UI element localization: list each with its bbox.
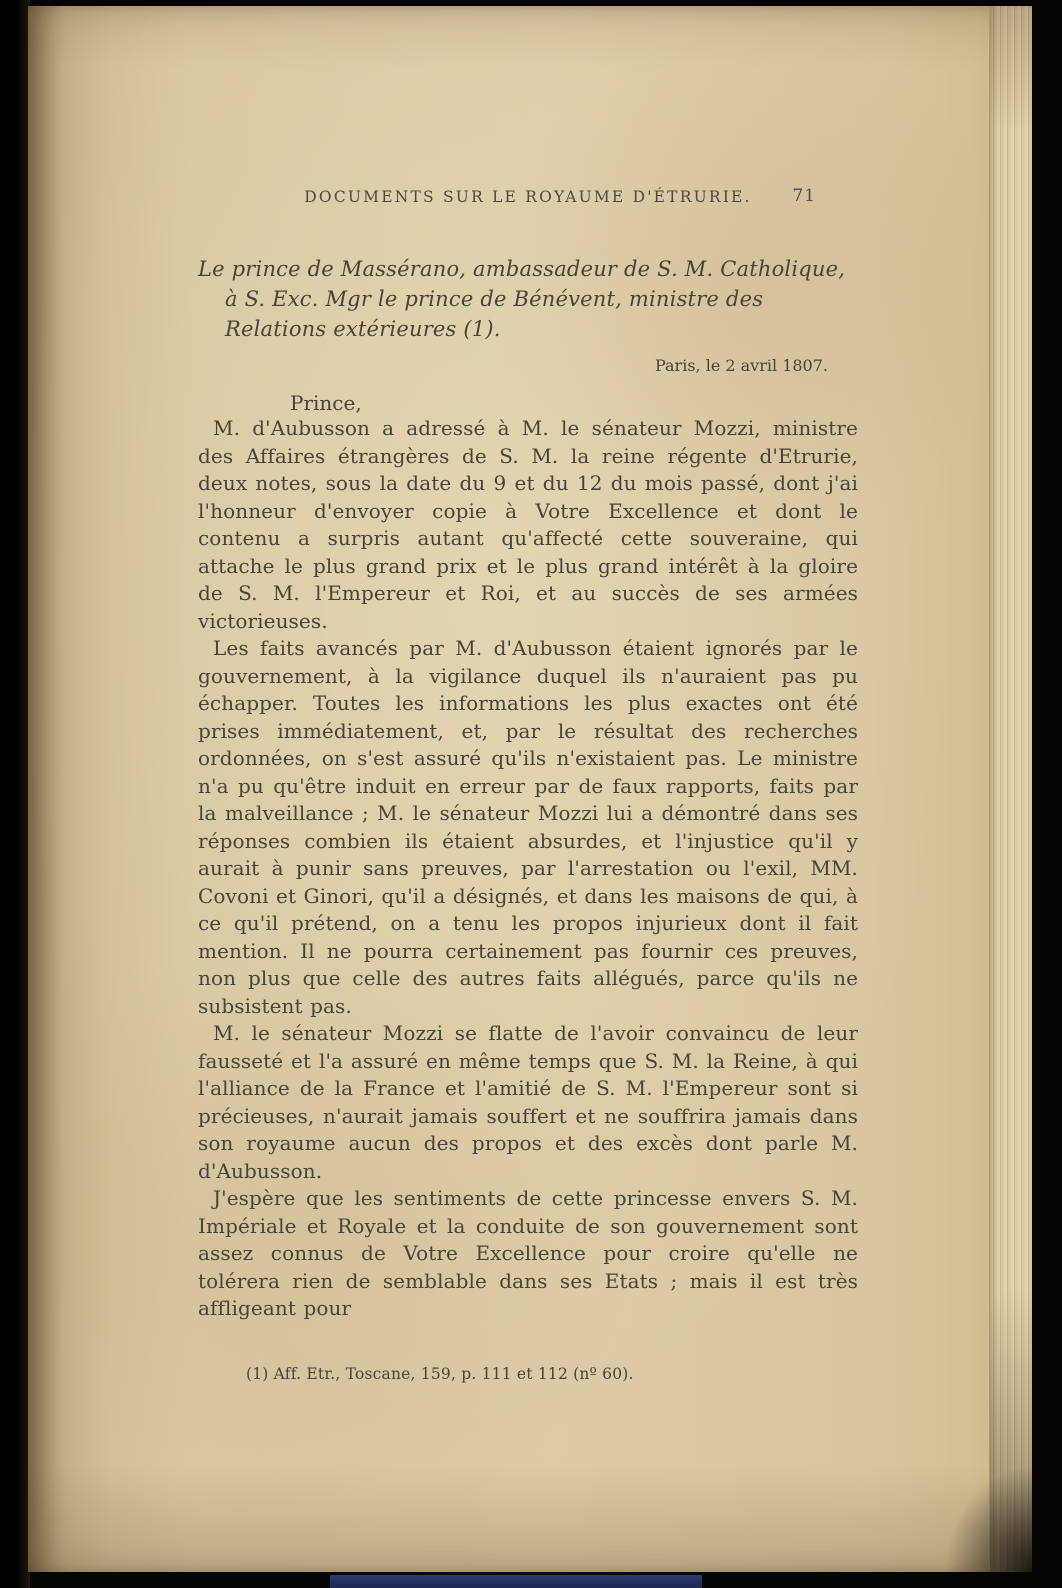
running-header bbox=[198, 188, 858, 206]
running-title: DOCUMENTS SUR LE ROYAUME D'ÉTRURIE. bbox=[304, 188, 752, 206]
paragraph: M. d'Aubusson a adressé à M. le sénateur Mozzi, ministre des Affaires étrangères de S. M. la reine régente d'Etrurie, deux notes, sous la date du 9 et du 12 du mois passé, dont j'ai l'honneur d'envoyer copie à Votre Excellence et dont le contenu a surpris autant qu'affecté cette souveraine, qui attache le plus grand prix et le plus grand intérêt à la gloire de S. M. l'Empereur et Roi, et au succès de ses armées victorieuses. bbox=[198, 416, 858, 633]
bottom-blue-strip bbox=[330, 1575, 702, 1588]
footnote: (1) Aff. Etr., Toscane, 159, p. 111 et 112 (nº 60). bbox=[246, 1364, 634, 1383]
paragraph: J'espère que les sentiments de cette princesse envers S. M. Impériale et Royale et la conduite de son gouvernement sont assez connus de Votre Excellence pour croire qu'elle ne tolérera rien de semblable dans ses Etats ; mais il est très affligeant pour bbox=[198, 1186, 858, 1320]
text-column bbox=[198, 188, 858, 1383]
dateline: Paris, le 2 avril 1807. bbox=[654, 356, 828, 375]
bottom-right-corner-shadow bbox=[942, 1462, 1032, 1572]
page-stack-edge bbox=[989, 6, 1032, 1572]
paragraph: M. le sénateur Mozzi se flatte de l'avoir convaincu de leur fausseté et l'a assuré en même temps que S. M. la Reine, à qui l'alliance de la France et l'amitié de S. M. l'Empereur sont si précieuses, n'aurait jamais souffert et ne souffrira jamais dans son royaume aucun des propos et des excès dont parle M. d'Aubusson. bbox=[198, 1021, 858, 1183]
page-number: 71 bbox=[792, 186, 816, 206]
book-spine-shadow bbox=[0, 0, 30, 1588]
salutation: Prince, bbox=[290, 391, 362, 415]
paper-page bbox=[28, 6, 1032, 1572]
paragraph: Les faits avancés par M. d'Aubusson étaient ignorés par le gouvernement, à la vigilance duquel ils n'auraient pas pu échapper. Toutes les informations les plus exactes ont été prises immédiatement, et, par le résultat des recherches ordonnées, on s'est assuré qu'ils n'existaient pas. Le ministre n'a pu qu'être induit en erreur par de faux rapports, faits par la malveillance ; M. le sénateur Mozzi lui a démontré dans ses réponses combien ils étaient absurdes, et l'injustice qu'il y aurait à punir sans preuves, par l'arrestation ou l'exil, MM. Covoni et Ginori, qu'il a désignés, et dans les maisons de qui, à ce qu'il prétend, on a tenu les propos injurieux dont il fait mention. Il ne pourra certainement pas fournir ces preuves, non plus que celle des autres faits allégués, parce qu'ils ne subsistent pas. bbox=[198, 636, 858, 1018]
letter-heading: Le prince de Massérano, ambassadeur de S. M. Catholique, à S. Exc. Mgr le prince de Bénévent, ministre des Relations extérieures (1). bbox=[198, 257, 846, 341]
